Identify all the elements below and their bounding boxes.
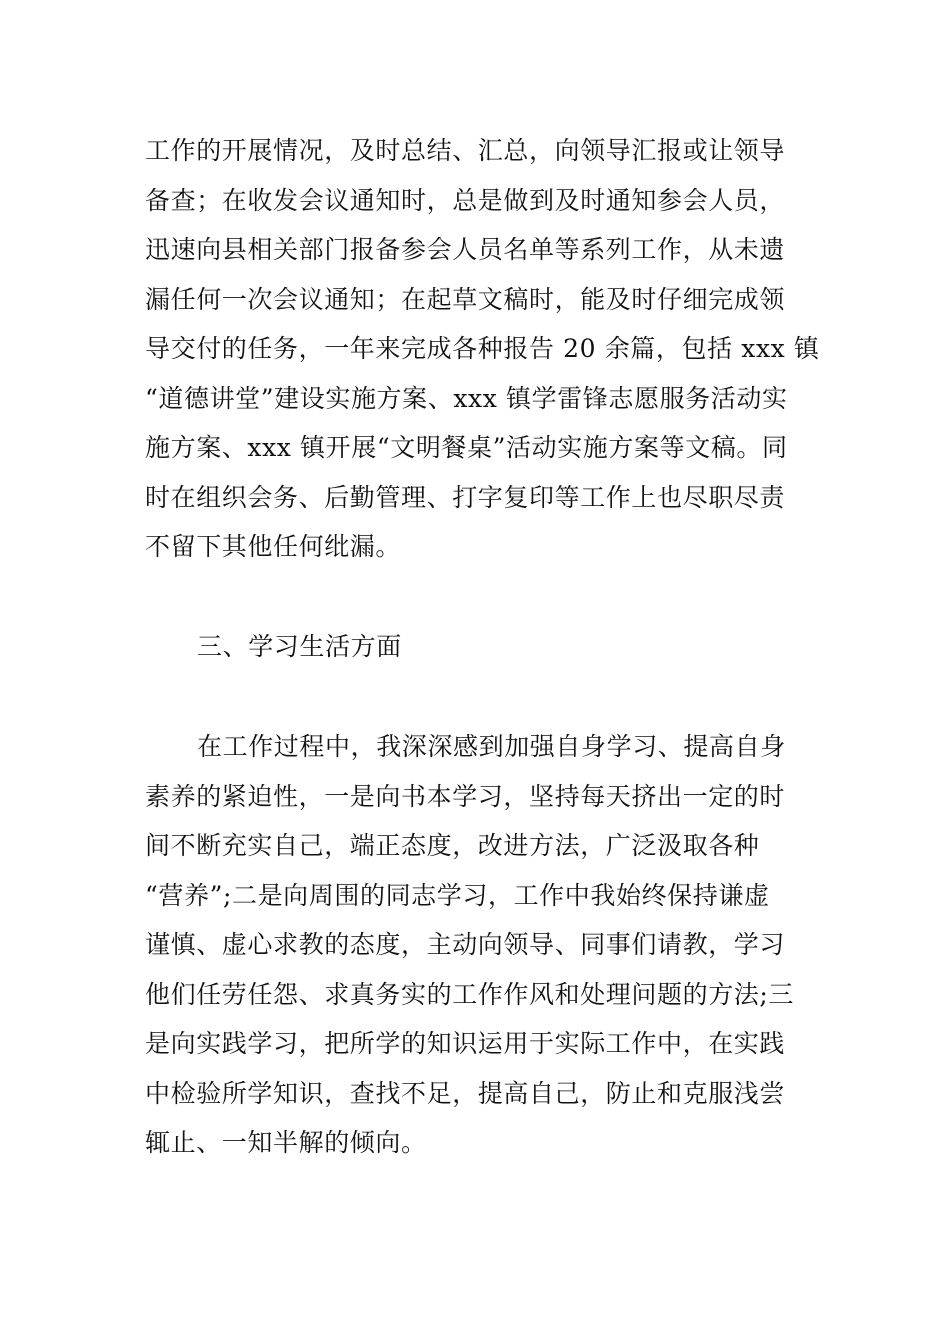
section-heading: 三、学习生活方面 — [197, 632, 402, 661]
paragraph-1-line-4: 漏任何一次会议通知；在起草文稿时，能及时仔细完成领 — [145, 285, 786, 314]
paragraph-1-line-1: 工作的开展情况，及时总结、汇总，向领导汇报或让领导 — [145, 136, 786, 165]
paragraph-2-line-2: 素养的紧迫性，一是向书本学习，坚持每天挤出一定的时 — [145, 782, 786, 811]
paragraph-2-line-5: 谨慎、虚心求教的态度，主动向领导、同事们请教，学习 — [145, 930, 786, 959]
paragraph-1-line-5: 导交付的任务，一年来完成各种报告 20 余篇，包括 xxx 镇 — [145, 334, 820, 363]
paragraph-2-line-8: 中检验所学知识，查找不足，提高自己，防止和克服浅尝 — [145, 1079, 786, 1108]
paragraph-1-line-2: 备查；在收发会议通知时，总是做到及时通知参会人员， — [145, 186, 786, 215]
paragraph-2-line-1: 在工作过程中，我深深感到加强自身学习、提高自身 — [197, 732, 786, 761]
paragraph-2-line-3: 间不断充实自己，端正态度，改进方法，广泛汲取各种 — [145, 831, 760, 860]
paragraph-1-line-6: “道德讲堂”建设实施方案、xxx 镇学雷锋志愿服务活动实 — [145, 384, 788, 413]
paragraph-1-line-9: 不留下其他任何纰漏。 — [145, 532, 402, 561]
paragraph-2-line-9: 辄止、一知半解的倾向。 — [145, 1128, 427, 1157]
paragraph-1-line-7: 施方案、xxx 镇开展“文明餐桌”活动实施方案等文稿。同 — [145, 433, 788, 462]
paragraph-1-line-3: 迅速向县相关部门报备参会人员名单等系列工作，从未遗 — [145, 235, 786, 264]
paragraph-2-line-6: 他们任劳任怨、求真务实的工作作风和处理问题的方法;三 — [145, 980, 795, 1009]
paragraph-1-line-8: 时在组织会务、后勤管理、打字复印等工作上也尽职尽责 — [145, 483, 786, 512]
paragraph-2-line-4: “营养”;二是向周围的同志学习，工作中我始终保持谦虚 — [145, 881, 770, 910]
paragraph-2-line-7: 是向实践学习，把所学的知识运用于实际工作中，在实践 — [145, 1029, 786, 1058]
